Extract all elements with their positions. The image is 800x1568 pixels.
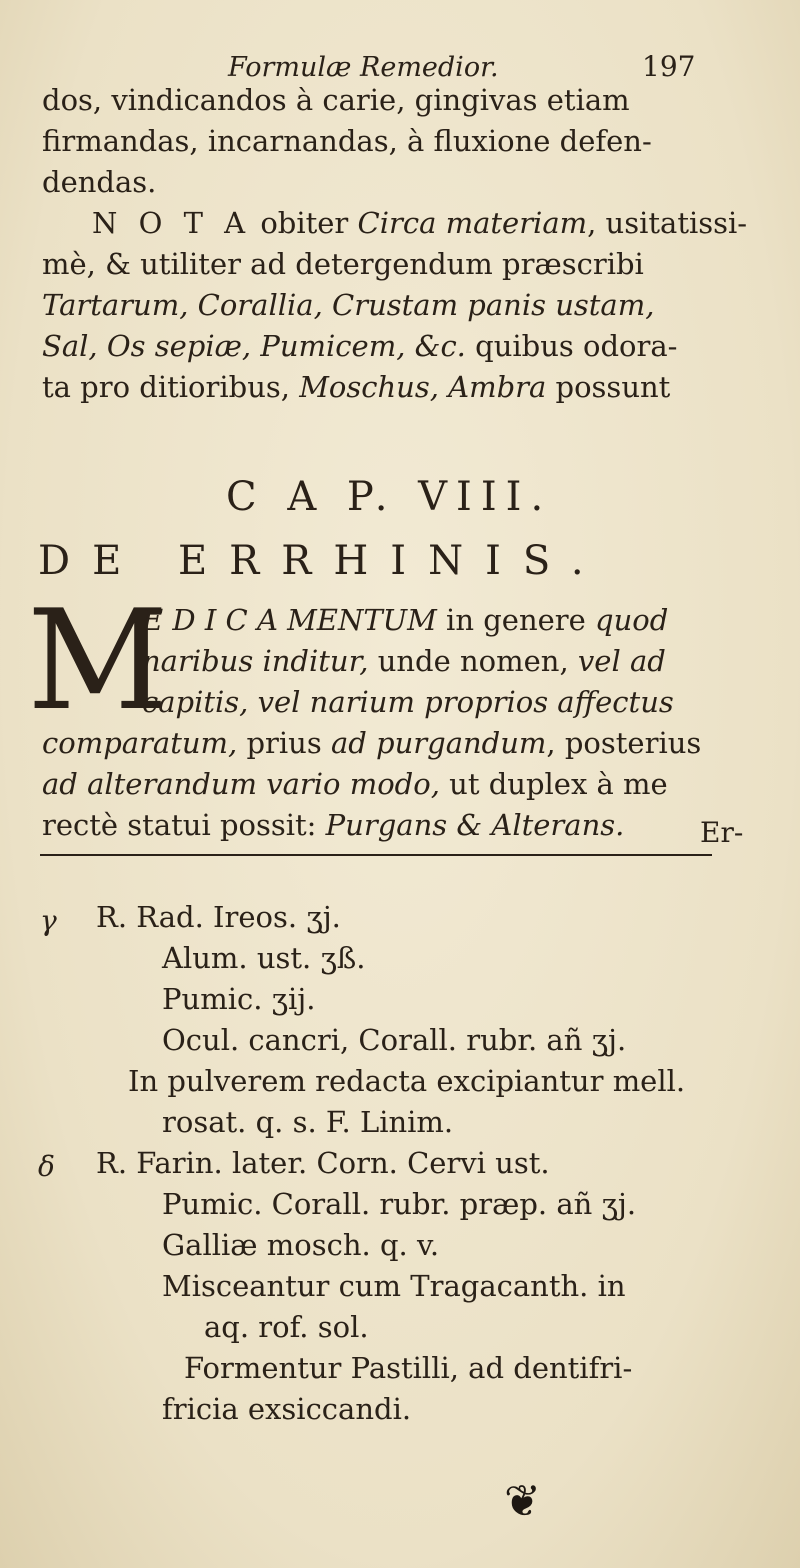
chapter-title: DE ERRHINIS. — [38, 538, 606, 584]
catchword: Er- — [700, 816, 744, 849]
body-line-6: rectè statui possit: Purgans & Alterans. — [42, 808, 625, 842]
recipe-2-line-6: Formentur Pastilli, ad dentifri- — [184, 1351, 633, 1385]
intro-line-6: Tartarum, Corallia, Crustam panis ustam, — [42, 288, 655, 322]
chapter-number: C A P. VIII. — [226, 474, 553, 520]
body-line-3: capitis, vel narium proprios affectus — [142, 685, 674, 719]
recipe-1-line-1: R. Rad. Ireos. ʒj. — [96, 900, 341, 934]
recipe-2-marker: δ — [38, 1150, 55, 1183]
recipe-1-line-5: In pulverem redacta excipiantur mell. — [128, 1064, 686, 1098]
intro-line-4: N O T A obiter Circa materiam, usitatissi- — [92, 206, 748, 240]
intro-line-7: Sal, Os sepiæ, Pumicem, &c. quibus odora- — [42, 329, 678, 363]
body-line-2: naribus inditur, unde nomen, vel ad — [142, 644, 666, 678]
drop-cap: M — [27, 580, 169, 741]
recipe-2-line-7: fricia exsiccandi. — [162, 1392, 412, 1426]
recipe-2-line-5: aq. rof. sol. — [204, 1310, 369, 1344]
nota-label: N O T A — [92, 206, 252, 240]
recipe-2-line-3: Galliæ mosch. q. v. — [162, 1228, 440, 1262]
running-head: Formulæ Remedior. — [228, 52, 499, 83]
intro-line-8: ta pro ditioribus, Moschus, Ambra possunt — [42, 370, 671, 404]
recipe-2-line-1: R. Farin. later. Corn. Cervi ust. — [96, 1146, 550, 1180]
recipe-1-marker: γ — [40, 904, 57, 937]
recipe-1-line-4: Ocul. cancri, Corall. rubr. añ ʒj. — [162, 1023, 627, 1057]
intro-line-1: dos, vindicandos à carie, gingivas etiam — [42, 83, 630, 117]
intro-line-2: firmandas, incarnandas, à fluxione defen- — [42, 124, 652, 158]
horizontal-rule — [40, 854, 712, 856]
body-line-4: comparatum, prius ad purgandum, posterius — [42, 726, 702, 760]
recipe-1-line-6: rosat. q. s. F. Linim. — [162, 1105, 454, 1139]
body-line-5: ad alterandum vario modo, ut duplex à me — [42, 767, 668, 801]
intro-line-3: dendas. — [42, 165, 157, 199]
recipe-2-line-4: Misceantur cum Tragacanth. in — [162, 1269, 626, 1303]
page-number: 197 — [642, 50, 696, 83]
recipe-1-line-3: Pumic. ʒij. — [162, 982, 316, 1016]
intro-line-5: mè, & utiliter ad detergendum præscribi — [42, 247, 644, 281]
recipe-1-line-2: Alum. ust. ʒß. — [162, 941, 366, 975]
body-line-1: E D I C A MENTUM in genere quod — [142, 603, 669, 637]
fleuron-ornament: ❦ — [504, 1476, 541, 1527]
recipe-2-line-2: Pumic. Corall. rubr. præp. añ ʒj. — [162, 1187, 637, 1221]
